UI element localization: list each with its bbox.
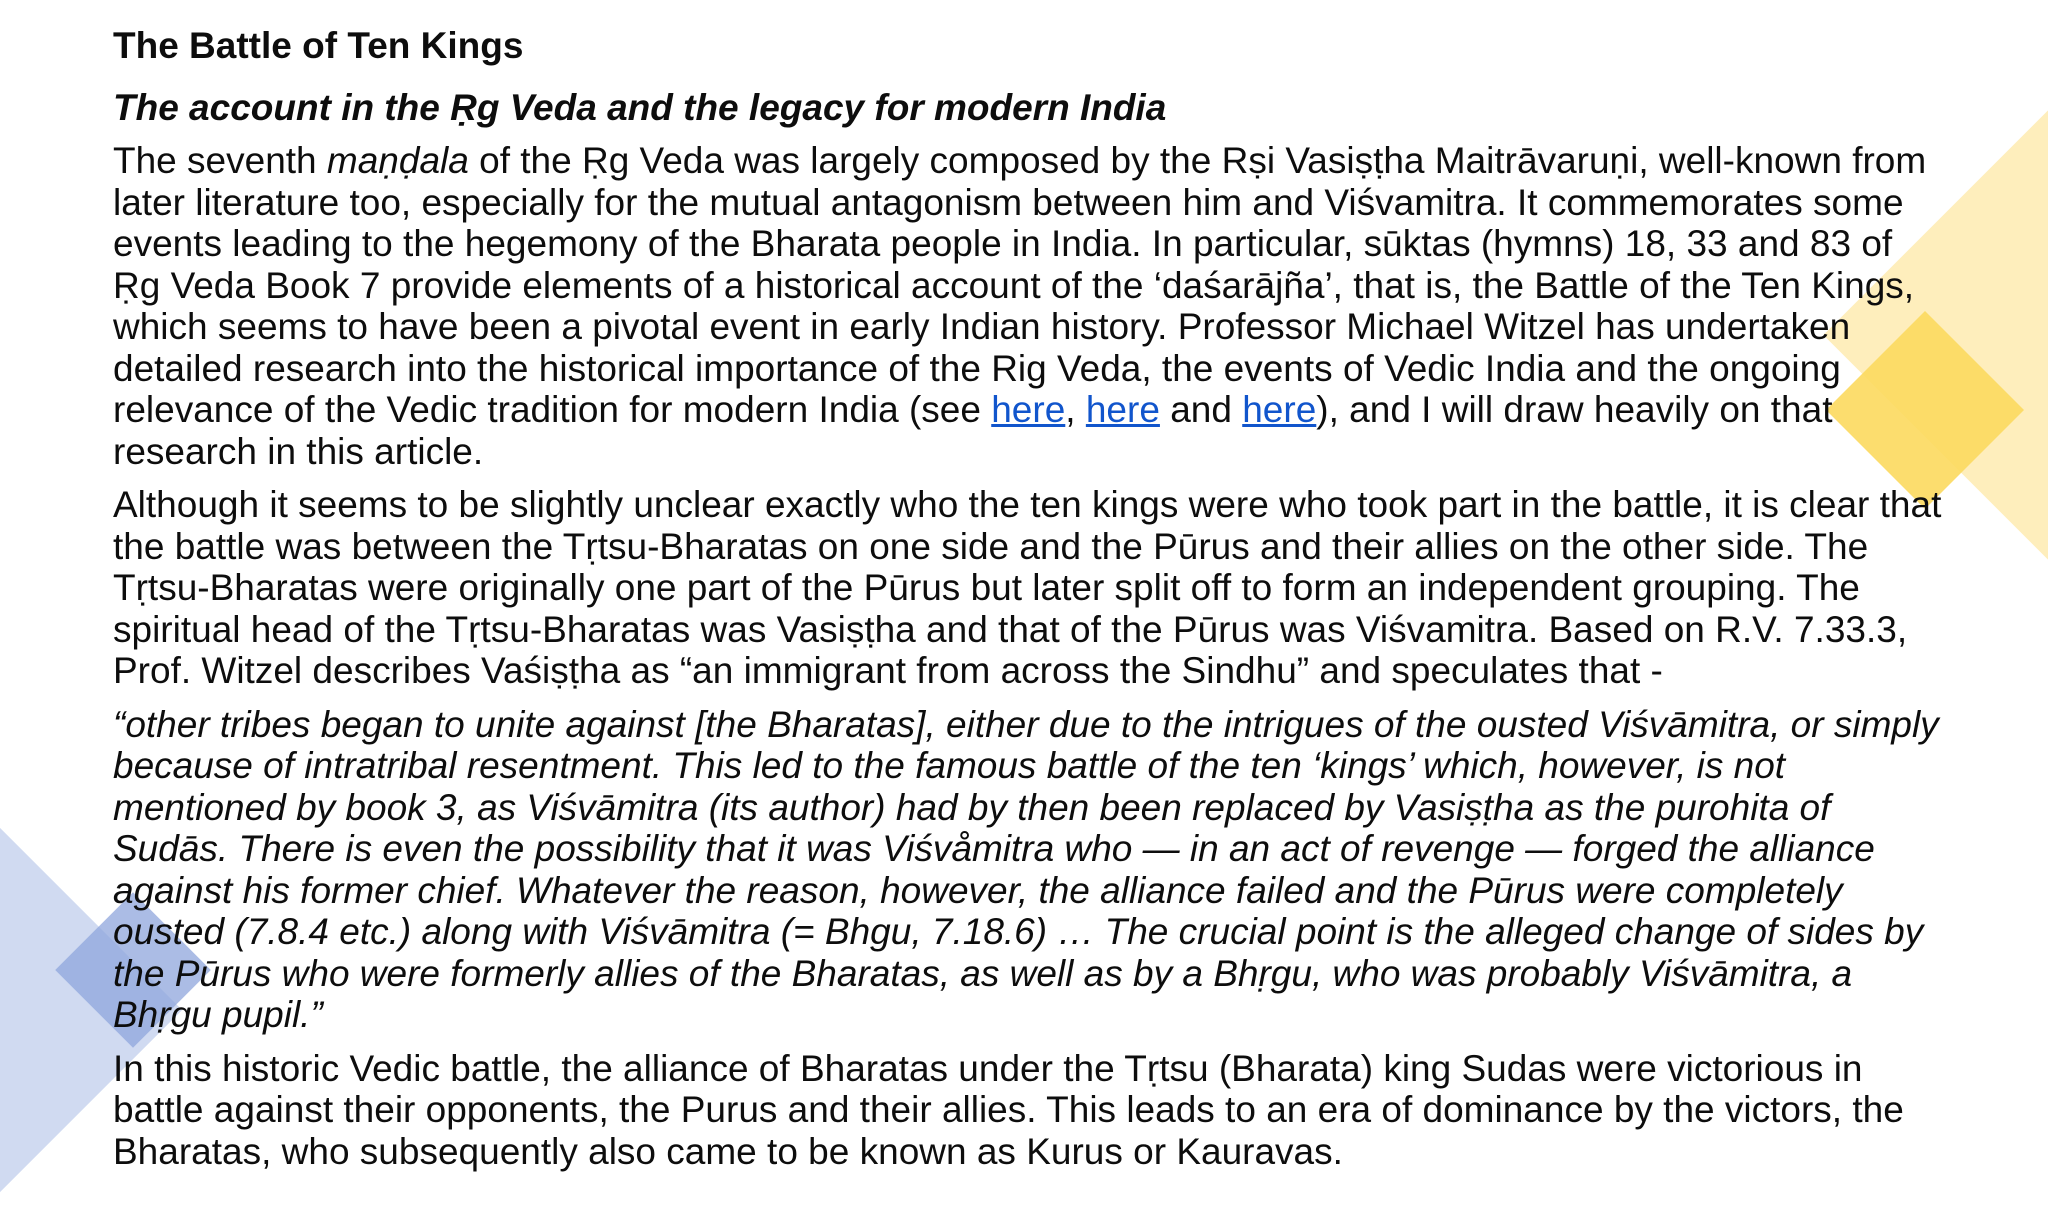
reference-link-1[interactable]: here bbox=[991, 389, 1066, 430]
reference-link-3[interactable]: here bbox=[1242, 389, 1317, 430]
article-subtitle: The account in the Ṛg Veda and the legacy for modern India bbox=[113, 87, 1167, 128]
article-body bbox=[113, 22, 1943, 1184]
article-title: The Battle of Ten Kings bbox=[113, 25, 524, 66]
link-separator-1: , bbox=[1065, 389, 1086, 430]
paragraph-intro-italic-term: maṇḍala bbox=[326, 140, 469, 181]
paragraph-intro-text-end: ), and I will draw heavily on that research in this article. bbox=[113, 389, 1833, 472]
witzel-quote: “other tribes began to unite against [the Bharatas], either due to the intrigues of the ousted Viśvāmitra, or simply because of intratribal resentment. This led to the famous battle of the ten ‘kings’ which, however, is not mentioned by book 3, as Viśvāmitra (its author) had by then been replaced by Vasiṣṭha as the purohita of Sudās. There is even the possibility that it was Viśvåmitra who — in an act of revenge — forged the alliance against his former chief. Whatever the reason, however, the alliance failed and the Pūrus were completely ousted (7.8.4 etc.) along with Viśvāmitra (= Bhgu, 7.18.6) … The crucial point is the alleged change of sides by the Pūrus who were formerly allies of the Bharatas, as well as by a Bhṛgu, who was probably Viśvāmitra, a Bhṛgu pupil.” bbox=[113, 703, 1939, 1035]
reference-link-2[interactable]: here bbox=[1085, 389, 1160, 430]
paragraph-intro-text-body: of the Ṛg Veda was largely composed by the Rṣi Vasiṣṭha Maitrāvaruṇi, well-known from later literature too, especially for the mutual antagonism between him and Viśvamitra. It commemorates some events leading to the hegemony of the Bharata people in India. In particular, sūktas (hymns) 18, 33 and 83 of Ṛg Veda Book 7 provide elements of a historical account of the ‘daśarājña’, that is, the Battle of the Ten Kings, which seems to have been a pivotal event in early Indian history. Professor Michael Witzel has undertaken detailed research into the historical importance of the Rig Veda, the events of Vedic India and the ongoing relevance of the Vedic tradition for modern India (see bbox=[113, 140, 1927, 430]
paragraph-battle-sides: Although it seems to be slightly unclear exactly who the ten kings were who took part in the battle, it is clear that the battle was between the Tṛtsu-Bharatas on one side and the Pūrus and their allies on the other side. The Tṛtsu-Bharatas were originally one part of the Pūrus but later split off to form an independent grouping. The spiritual head of the Tṛtsu-Bharatas was Vasiṣṭha and that of the Pūrus was Viśvamitra. Based on R.V. 7.33.3, Prof. Witzel describes Vaśiṣṭha as “an immigrant from across the Sindhu” and speculates that - bbox=[113, 484, 1942, 691]
paragraph-outcome: In this historic Vedic battle, the alliance of Bharatas under the Tṛtsu (Bharata) king Sudas were victorious in battle against their opponents, the Purus and their allies. This leads to an era of dominance by the victors, the Bharatas, who subsequently also came to be known as Kurus or Kauravas. bbox=[113, 1047, 1904, 1172]
link-separator-2: and bbox=[1159, 389, 1243, 430]
paragraph-intro bbox=[113, 140, 1943, 472]
paragraph-intro-text-start: The seventh bbox=[113, 140, 327, 181]
